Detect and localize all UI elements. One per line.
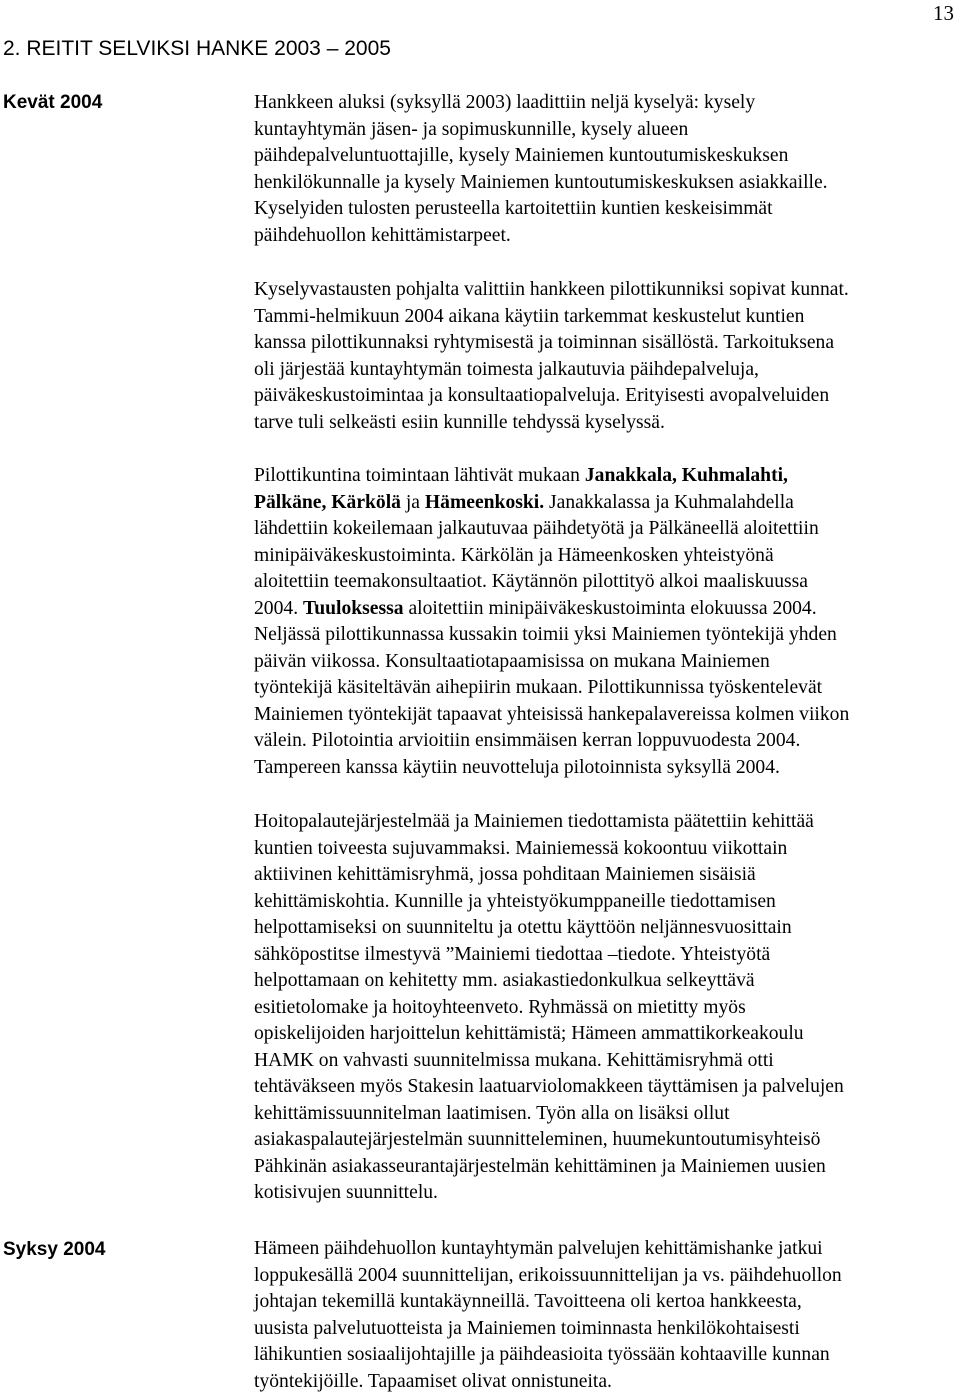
text-line: kuntayhtymän jäsen- ja sopimuskunnille, kysely alueen (254, 118, 689, 140)
paragraph-pilot-municipalities (254, 463, 958, 781)
text-line: kehittämissuunnitelman laatimisen. Työn alla on lisäksi ollut (254, 1102, 730, 1124)
text-line: päivän viikossa. Konsultaatiotapaamisissa on mukana Mainiemen (254, 650, 770, 672)
paragraph-surveys (254, 90, 958, 249)
text-line: uusista palvelutuotteista ja Mainiemen toiminnasta henkilökohtaisesti (254, 1317, 800, 1339)
text-line: Neljässä pilottikunnassa kussakin toimii yksi Mainiemen työntekijä yhden (254, 624, 837, 645)
text-line: Kyselyvastausten pohjalta valittiin hankkeen pilottikunniksi sopivat kunnat. (254, 279, 849, 300)
page-number: 13 (933, 1, 954, 25)
text-fragment: 2004. (254, 597, 303, 619)
pilot-municipality-bold: Tuuloksessa (302, 597, 404, 619)
text-line: kotisivujen suunnittelu. (254, 1182, 438, 1203)
text-line: aloitettiin teemakonsultaatiot. Käytännön pilottityö alkoi maaliskuussa (254, 571, 808, 592)
text-line: tarve tuli selkeästi esiin kunnille tehdyssä kyselyssä. (254, 411, 665, 433)
text-line: oli järjestää kuntayhtymän toimesta jalkautuvia päihdepalveluja, (254, 358, 759, 380)
text-line: aktiivinen kehittämisryhmä, jossa pohditaan Mainiemen sisäisiä (254, 864, 756, 885)
paragraph-pilot-selection (254, 277, 958, 436)
paragraph-autumn-visits (254, 1236, 958, 1395)
text-line: johtajan tekemillä kuntakäynneillä. Tavoitteena oli kertoa hankkeesta, (254, 1291, 802, 1312)
text-fragment: ja (400, 491, 425, 513)
text-line: Pilottikuntina toimintaan lähtivät mukaan (254, 465, 585, 486)
text-line: Pähkinän asiakasseurantajärjestelmän kehittäminen ja Mainiemen uusien (254, 1155, 826, 1177)
text-line: Mainiemen työntekijät tapaavat yhteisissä hankepalavereissa kolmen viikon (254, 703, 850, 725)
text-line: helpottamaan on kehitetty mm. asiakastiedonkulkua selkeyttävä (254, 970, 755, 991)
text-fragment: Janakkalassa ja Kuhmalahdella (544, 491, 794, 513)
section-label-spring: Kevät 2004 (3, 92, 103, 113)
text-line: Kyselyiden tulosten perusteella kartoitettiin kuntien keskeisimmät (254, 198, 773, 219)
text-line: tehtäväkseen myös Stakesin laatuarviolomakkeen täyttämisen ja palvelujen (254, 1076, 844, 1097)
text-line: Tampereen kanssa käytiin neuvotteluja pilotoinnista syksyllä 2004. (254, 756, 780, 778)
text-fragment: aloitettiin minipäiväkeskustoiminta elokuussa 2004. (403, 597, 817, 619)
text-line: sähköpostitse ilmestyvä ”Mainiemi tiedottaa –tiedote. Yhteistyötä (254, 943, 771, 965)
text-line: Tammi-helmikuun 2004 aikana käytiin tarkemmat keskustelut kuntien (254, 305, 805, 327)
paragraph-development-group (254, 809, 958, 1207)
text-line: välein. Pilotointia arvioitiin ensimmäisen kerran loppuvuodesta 2004. (254, 730, 801, 751)
text-line: esitietolomake ja hoitoyhteenveto. Ryhmässä on mietitty myös (254, 996, 746, 1018)
pilot-municipality-bold: Hämeenkoski. (424, 491, 545, 513)
text-line: Hämeen päihdehuollon kuntayhtymän palvelujen kehittämishanke jatkui (254, 1238, 823, 1259)
text-line: päiväkeskustoimintaa ja konsultaatiopalveluja. Erityisesti avopalveluiden (254, 385, 830, 406)
text-line: opiskelijoiden harjoittelun kehittämistä; Hämeen ammattikorkeakoulu (254, 1023, 804, 1044)
text-line: lähdettiin kokeilemaan jalkautuvaa päihdetyötä ja Pälkäneellä aloitettiin (254, 518, 819, 539)
text-line: Hoitopalautejärjestelmää ja Mainiemen tiedottamista päätettiin kehittää (254, 811, 814, 832)
text-line: minipäiväkeskustoiminta. Kärkölän ja Hämeenkosken yhteistyönä (254, 544, 774, 566)
text-line: päihdepalveluntuottajille, kysely Mainiemen kuntoutumiskeskuksen (254, 145, 789, 166)
text-line: työntekijöille. Tapaamiset olivat onnistuneita. (254, 1370, 612, 1392)
pilot-municipalities-bold: Janakkala, Kuhmalahti, (584, 465, 788, 486)
text-line: helpottamiseksi on suunniteltu ja otettu käyttöön neljännesvuosittain (254, 917, 792, 938)
text-line: päihdehuollon kehittämistarpeet. (254, 224, 511, 246)
text-line: kuntien toiveesta sujuvammaksi. Mainiemessä kokoontuu viikottain (254, 837, 788, 859)
text-line: henkilökunnalle ja kysely Mainiemen kuntoutumiskeskuksen asiakkaille. (254, 171, 828, 193)
text-line: loppukesällä 2004 suunnittelijan, erikoissuunnittelijan ja vs. päihdehuollon (254, 1264, 842, 1286)
text-line: lähikuntien sosiaalijohtajille ja päihdeasioita työssään kohtaaville kunnan (254, 1344, 830, 1365)
section-label-autumn: Syksy 2004 (3, 1239, 106, 1260)
text-line: Hankkeen aluksi (syksyllä 2003) laadittiin neljä kyselyä: kysely (254, 92, 756, 113)
text-line: kanssa pilottikunnaksi ryhtymisestä ja toiminnan sisällöstä. Tarkoituksena (254, 332, 835, 353)
pilot-municipalities-bold: Pälkäne, Kärkölä (254, 491, 401, 513)
text-line: työntekijä käsiteltävän aihepiirin mukaan. Pilottikunnissa työskentelevät (254, 677, 823, 698)
text-line: asiakaspalautejärjestelmän suunnitteleminen, huumekuntoutumisyhteisö (254, 1129, 821, 1150)
text-line: HAMK on vahvasti suunnitelmissa mukana. Kehittämisryhmä otti (254, 1049, 774, 1071)
page-heading: 2. REITIT SELVIKSI HANKE 2003 – 2005 (3, 37, 391, 60)
text-line: kehittämiskohtia. Kunnille ja yhteistyökumppaneille tiedottamisen (254, 890, 776, 912)
